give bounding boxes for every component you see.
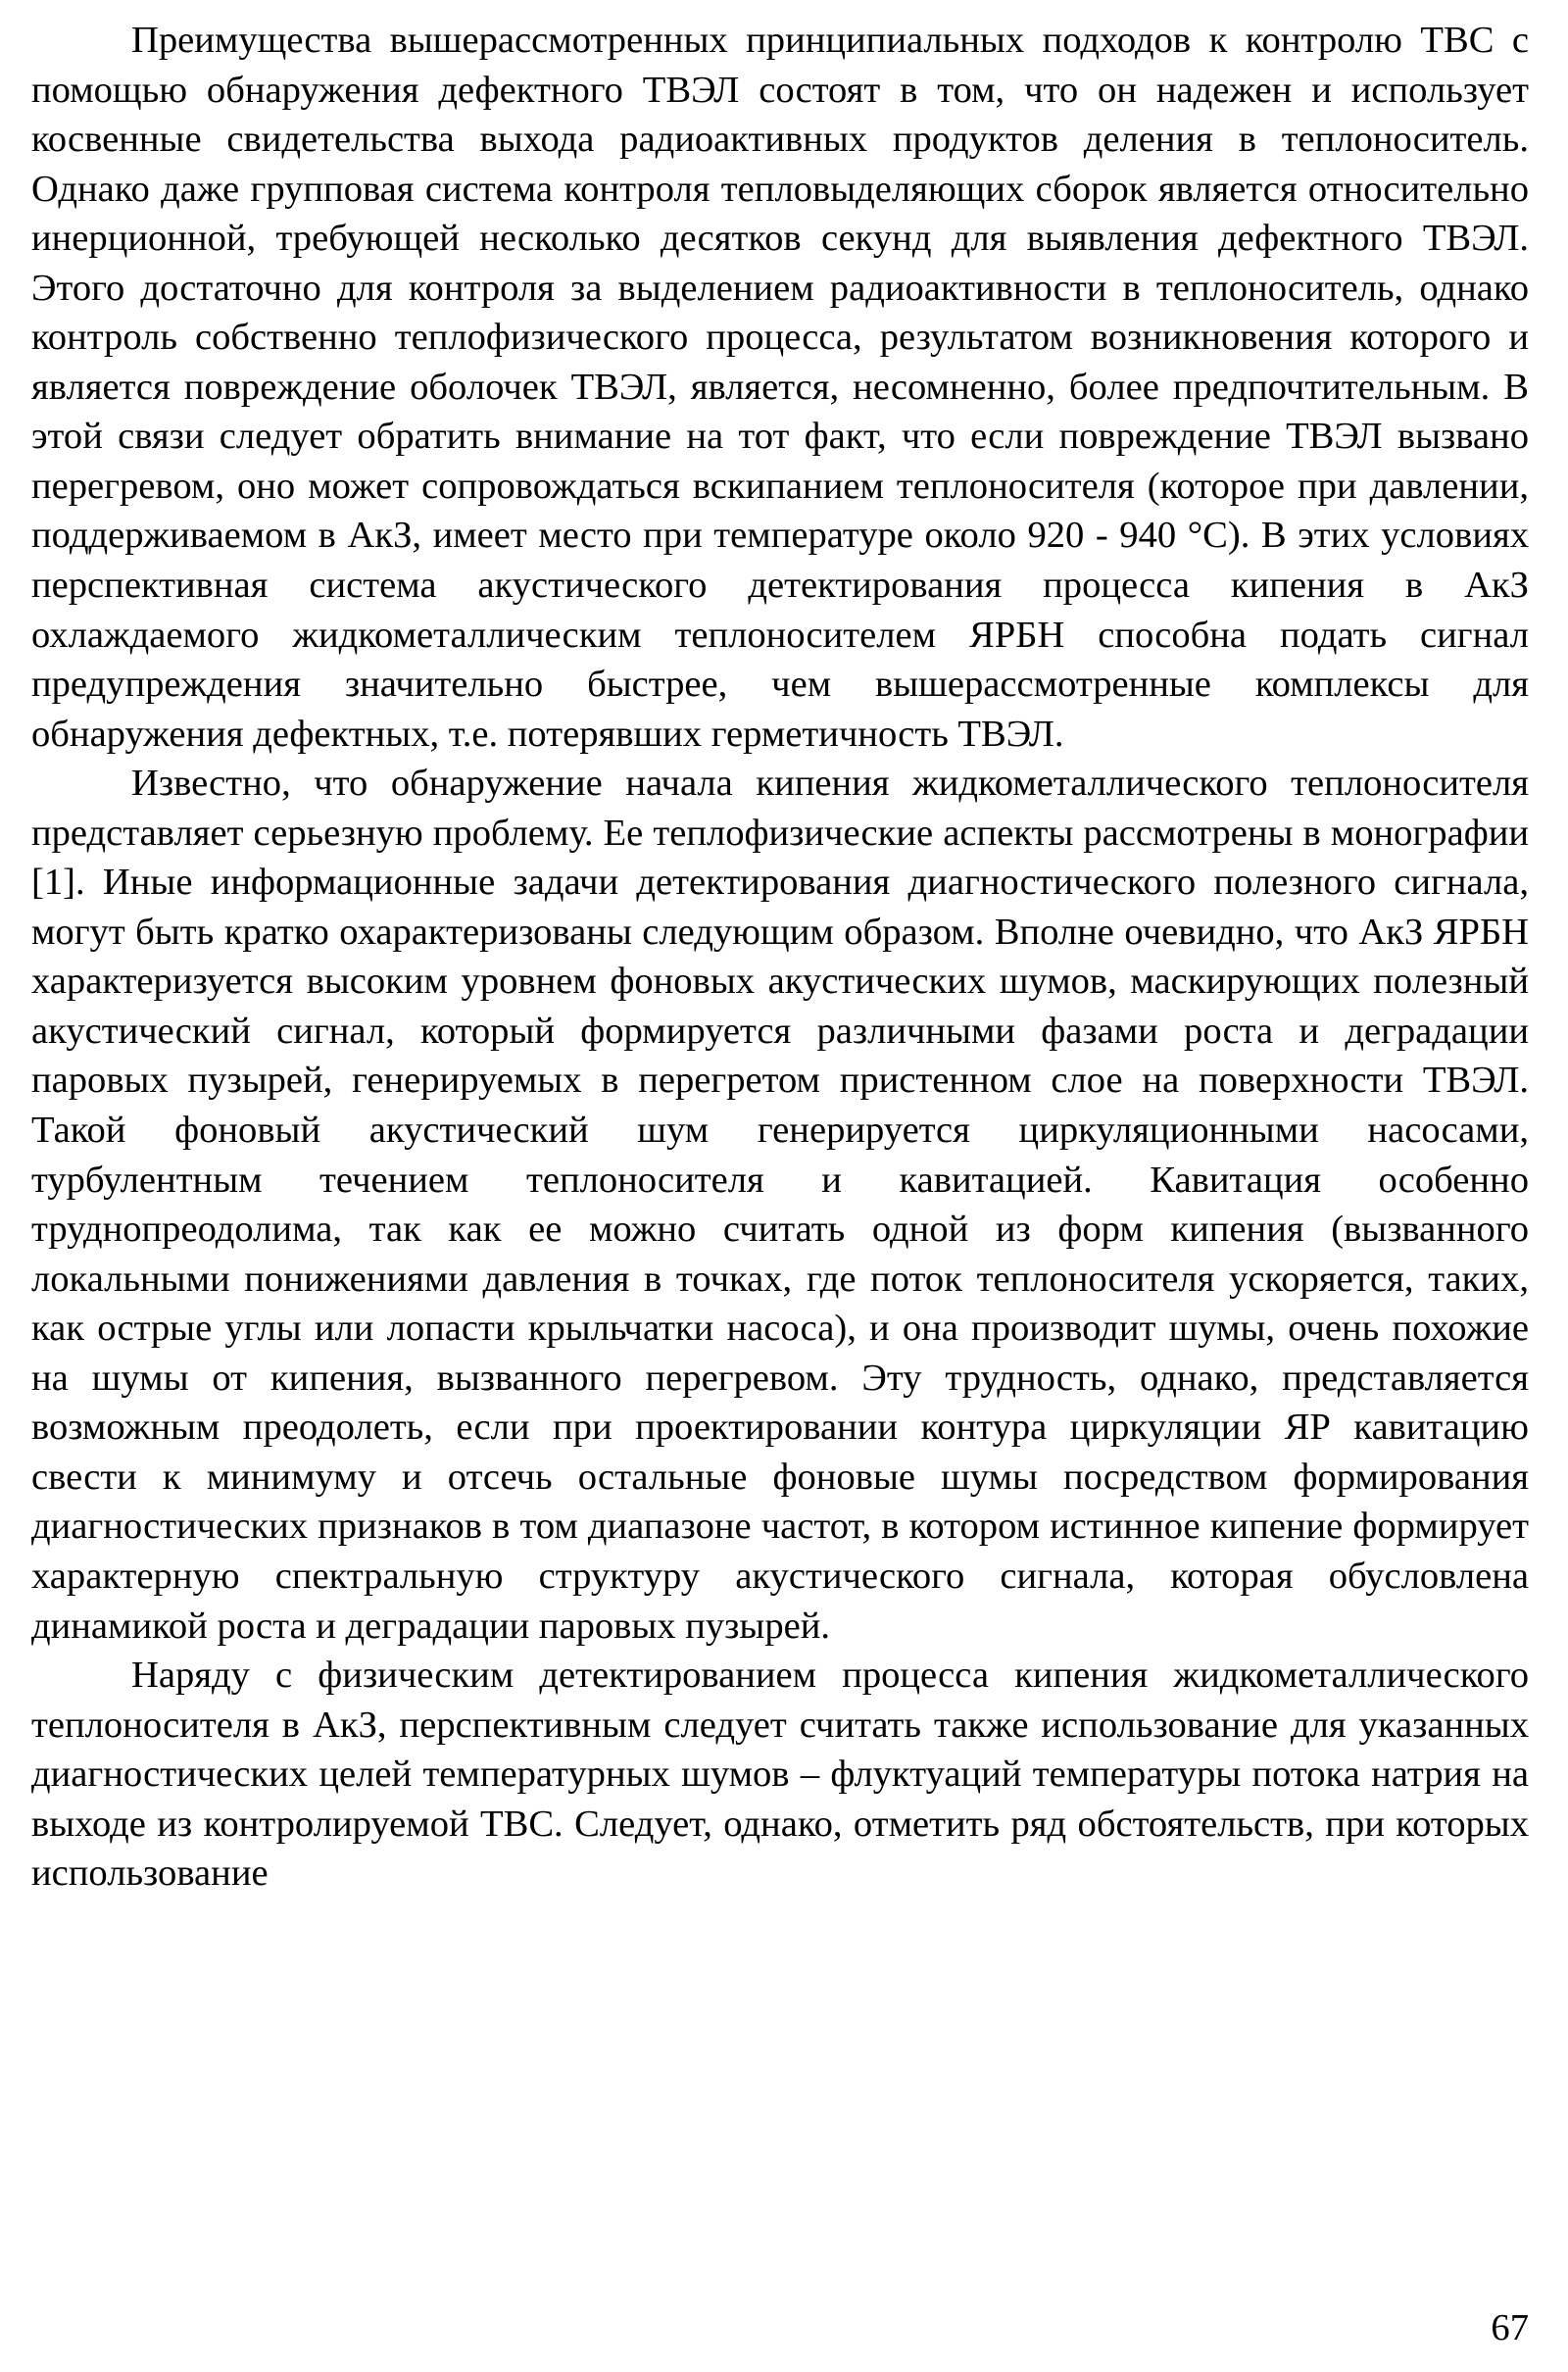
paragraph-2: Известно, что обнаружение начала кипения жидкометаллического теплоносителя представляет серьезную проблему. Ее теплофизические аспекты рассмотрены в монографии [1]. Иные информационные задачи детектирования диагностического полезного сигнала, могут быть кратко охарактеризованы следующим образом. Вполне очевидно, что АкЗ ЯРБН характеризуется высоким уровнем фоновых акустических шумов, маскирующих полезный акустический сигнал, который формируется различными фазами роста и деградации паровых пузырей, генерируемых в перегретом пристенном слое на поверхности ТВЭЛ. Такой фоновый акустический шум генерируется циркуляционными насосами, турбулентным течением теплоносителя и кавитацией. Кавитация особенно труднопреодолима, так как ее можно считать одной из форм кипения (вызванного локальными понижениями давления в точках, где поток теплоносителя ускоряется, таких, как острые углы или лопасти крыльчатки насоса), и она производит шумы, очень похожие на шумы от кипения, вызванного перегревом. Эту трудность, однако, представляется возможным преодолеть, если при проектировании контура циркуляции ЯР кавитацию свести к минимуму и отсечь остальные фоновые шумы посредством формирования диагностических признаков в том диапазоне частот, в котором истинное кипение формирует характерную спектральную структуру акустического сигнала, которая обусловлена динамикой роста и деградации паровых пузырей. (31, 763, 1529, 1647)
paragraph-1: Преимущества вышерассмотренных принципиальных подходов к контролю ТВС с помощью обнаружения дефектного ТВЭЛ состоят в том, что он надежен и использует косвенные свидетельства выхода радиоактивных продуктов деления в теплоноситель. Однако даже групповая система контроля тепловыделяющих сборок является относительно инерционной, требующей несколько десятков секунд для выявления дефектного ТВЭЛ. Этого достаточно для контроля за выделением радиоактивности в теплоноситель, однако контроль собственно теплофизического процесса, результатом возникновения которого и является повреждение оболочек ТВЭЛ, является, несомненно, более предпочтительным. В этой связи следует обратить внимание на тот факт, что если повреждение ТВЭЛ вызвано перегревом, оно может сопровождаться вскипанием теплоносителя (которое при давлении, поддерживаемом в АкЗ, имеет место при температуре около 920 - 940 °С). В этих условиях перспективная система акустического детектирования процесса кипения в АкЗ охлаждаемого жидкометаллическим теплоносителем ЯРБН способна подать сигнал предупреждения значительно быстрее, чем вышерассмотренные комплексы для обнаружения дефектных, т.е. потерявших герметичность ТВЭЛ. (31, 20, 1529, 755)
page-number: 67 (1491, 2307, 1529, 2348)
paragraph-3: Наряду с физическим детектированием процесса кипения жидкометаллического теплоносителя в АкЗ, перспективным следует считать также использование для указанных диагностических целей температурных шумов – флуктуаций температуры потока натрия на выходе из контролируемой ТВС. Следует, однако, отметить ряд обстоятельств, при которых использование (31, 1655, 1529, 1895)
body-text (31, 16, 1529, 1899)
